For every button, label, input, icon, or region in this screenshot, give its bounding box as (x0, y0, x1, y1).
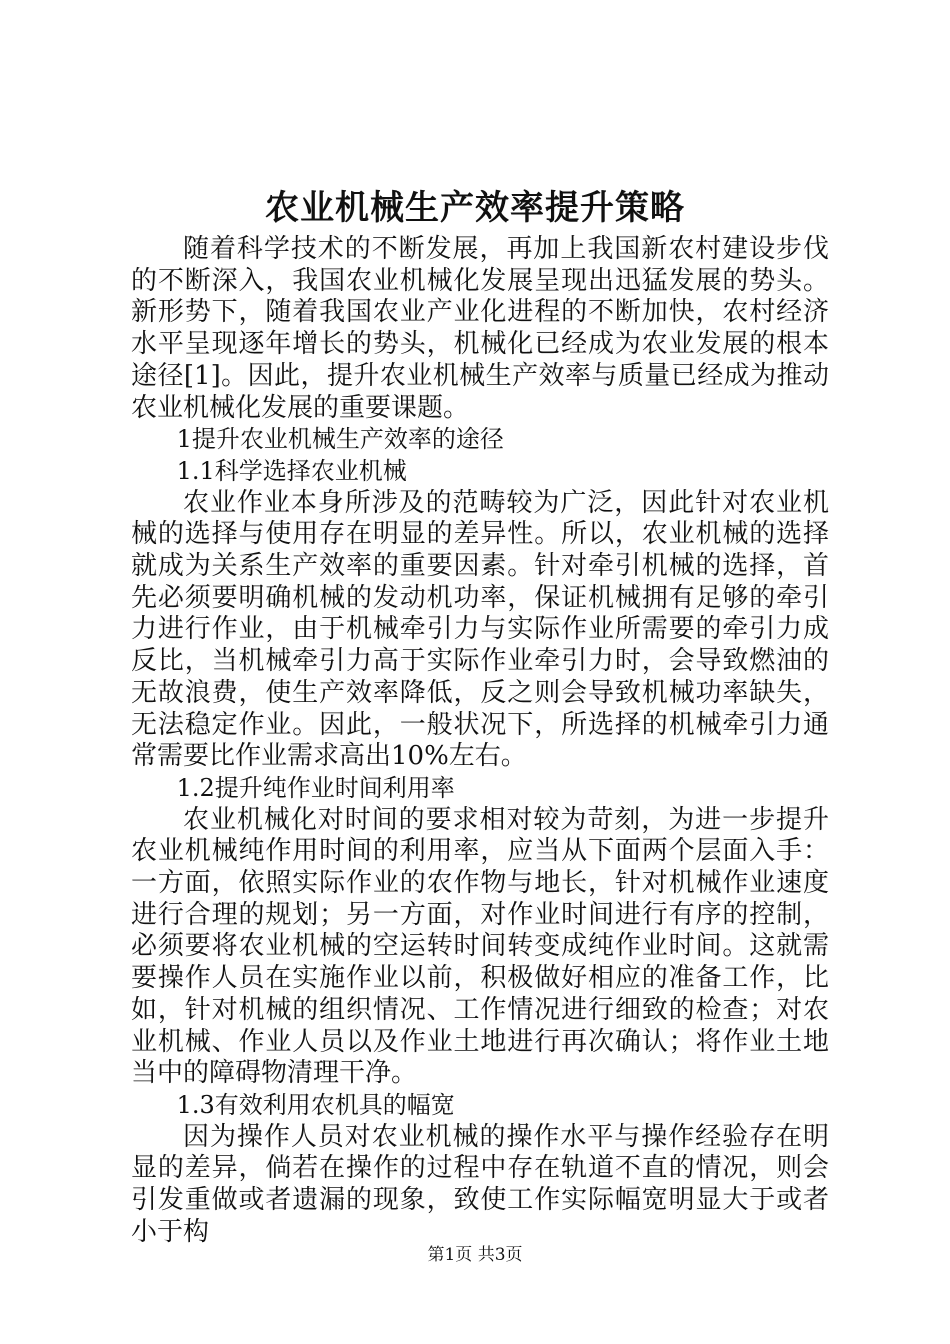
intro-paragraph: 随着科学技术的不断发展，再加上我国新农村建设步伐的不断深入，我国农业机械化发展呈现出迅猛发展的势头。新形势下，随着我国农业产业化进程的不断加快，农村经济水平呈现逐年增长的势头，机械化已经成为农业发展的根本途径[1]。因此，提升农业机械生产效率与质量已经成为推动农业机械化发展的重要课题。 (131, 234, 829, 423)
document-title: 农业机械生产效率提升策略 (265, 188, 685, 228)
paragraph-1-2: 农业机械化对时间的要求相对较为苛刻，为进一步提升农业机械纯作用时间的利用率，应当从下面两个层面入手：一方面，依照实际作业的农作物与地长，针对机械作业速度进行合理的规划；另一方面，对作业时间进行有序的控制，必须要将农业机械的空运转时间转变成纯作业时间。这就需要操作人员在实施作业以前，积极做好相应的准备工作，比如，针对机械的组织情况、工作情况进行细致的检查；对农业机械、作业人员以及作业土地进行再次确认；将作业土地当中的障碍物清理干净。 (131, 804, 829, 1089)
paragraph-1-1: 农业作业本身所涉及的范畴较为广泛，因此针对农业机械的选择与使用存在明显的差异性。所以，农业机械的选择就成为关系生产效率的重要因素。针对牵引机械的选择，首先必须要明确机械的发动机功率，保证机械拥有足够的牵引力进行作业，由于机械牵引力与实际作业所需要的牵引力成反比，当机械牵引力高于实际作业牵引力时，会导致燃油的无故浪费，使生产效率降低，反之则会导致机械功率缺失，无法稳定作业。因此，一般状况下，所选择的机械牵引力通常需要比作业需求高出10%左右。 (131, 487, 829, 772)
subsection-heading-1-3: 1.3有效利用农机具的幅宽 (176, 1090, 455, 1119)
document-body (131, 234, 829, 1249)
section-heading-1: 1提升农业机械生产效率的途径 (176, 425, 504, 454)
paragraph-1-3: 因为操作人员对农业机械的操作水平与操作经验存在明显的差异，倘若在操作的过程中存在轨道不直的情况，则会引发重做或者遗漏的现象，致使工作实际幅宽明显大于或者小于构 (131, 1121, 829, 1247)
page-number-footer: 第1页 共3页 (427, 1245, 523, 1265)
subsection-heading-1-2: 1.2提升纯作业时间利用率 (176, 773, 455, 802)
subsection-heading-1-1: 1.1科学选择农业机械 (176, 456, 407, 485)
